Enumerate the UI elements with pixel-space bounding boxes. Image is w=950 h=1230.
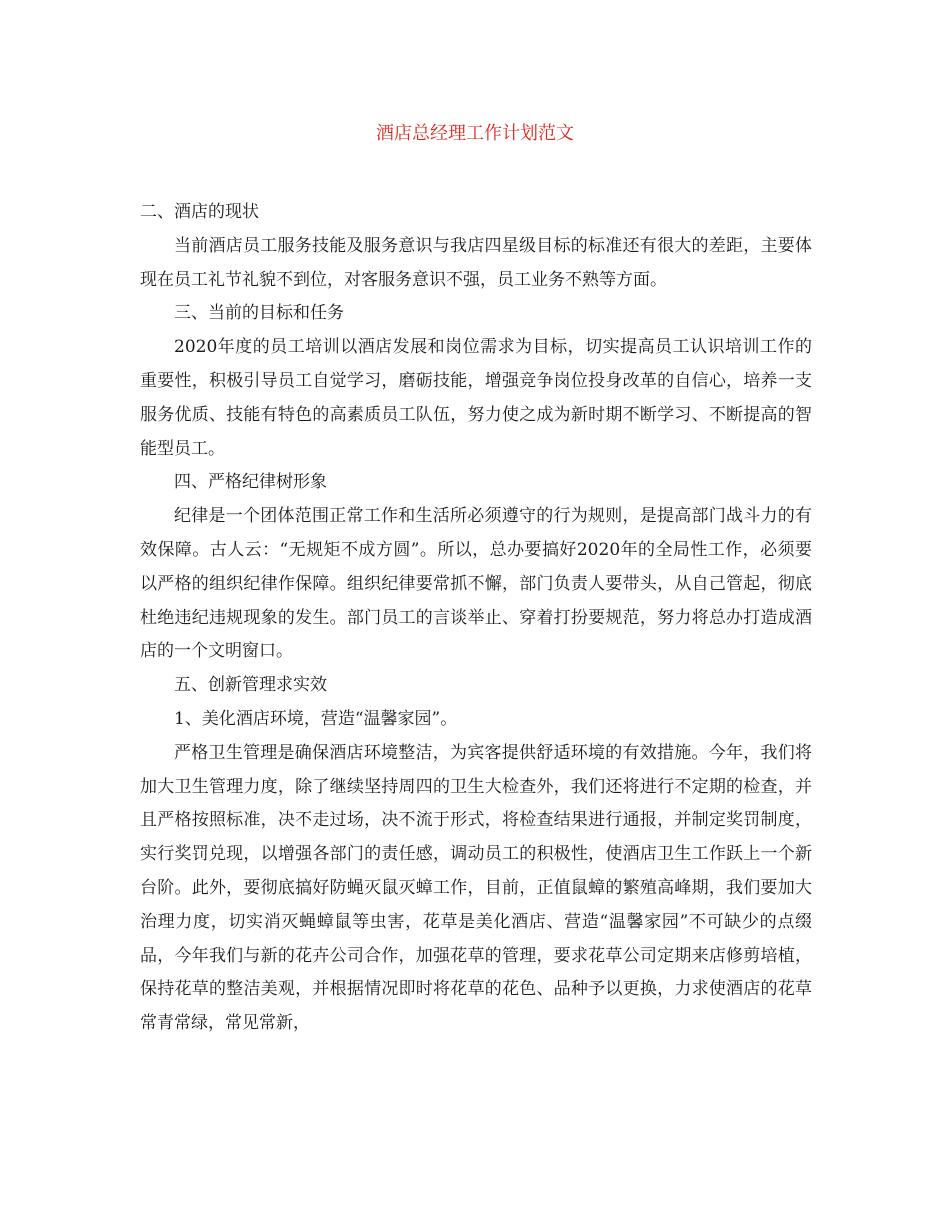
paragraph-goals-tasks: 2020年度的员工培训以酒店发展和岗位需求为目标，切实提高员工认识培训工作的重要性，积极引导员工自觉学习，磨砺技能，增强竞争岗位投身改革的自信心，培养一支服务优质、技能有特色的高素质员工队伍，努力使之成为新时期不断学习、不断提高的智能型员工。 bbox=[140, 337, 812, 459]
heading-discipline: 四、严格纪律树形象 bbox=[174, 472, 327, 493]
heading-goals-tasks: 三、当前的目标和任务 bbox=[174, 303, 344, 324]
document-body bbox=[140, 196, 812, 1041]
paragraph-discipline: 纪律是一个团体范围正常工作和生活所必须遵守的行为规则，是提高部门战斗力的有效保障。古人云：“无规矩不成方圆”。所以，总办要搞好2020年的全局性工作，必须要以严格的组织纪律作保障。组织纪律要常抓不懈，部门负责人要带头，从自己管起，彻底杜绝违纪违规现象的发生。部门员工的言谈举止、穿着打扮要规范，努力将总办打造成酒店的一个文明窗口。 bbox=[140, 506, 812, 662]
heading-innovation: 五、创新管理求实效 bbox=[174, 675, 327, 696]
subheading-environment: 1、美化酒店环境，营造“温馨家园”。 bbox=[174, 708, 458, 729]
paragraph-current-status: 当前酒店员工服务技能及服务意识与我店四星级目标的标准还有很大的差距，主要体现在员工礼节礼貌不到位，对客服务意识不强，员工业务不熟等方面。 bbox=[140, 235, 812, 290]
heading-current-status: 二、酒店的现状 bbox=[140, 202, 259, 222]
paragraph-environment: 严格卫生管理是确保酒店环境整洁，为宾客提供舒适环境的有效措施。今年，我们将加大卫生管理力度，除了继续坚持周四的卫生大检查外，我们还将进行不定期的检查，并且严格按照标准，决不走过场，决不流于形式，将检查结果进行通报，并制定奖罚制度，实行奖罚兑现，以增强各部门的责任感，调动员工的积极性，使酒店卫生工作跃上一个新台阶。此外，要彻底搞好防蝇灭鼠灭蟑工作，目前，正值鼠蟑的繁殖高峰期，我们要加大治理力度，切实消灭蝇蟑鼠等虫害，花草是美化酒店、营造“温馨家园”不可缺少的点缀品，今年我们与新的花卉公司合作，加强花草的管理，要求花草公司定期来店修剪培植，保持花草的整洁美观，并根据情况即时将花草的花色、品种予以更换，力求使酒店的花草常青常绿，常见常新， bbox=[140, 742, 812, 1034]
document-title: 酒店总经理工作计划范文 bbox=[376, 123, 574, 144]
